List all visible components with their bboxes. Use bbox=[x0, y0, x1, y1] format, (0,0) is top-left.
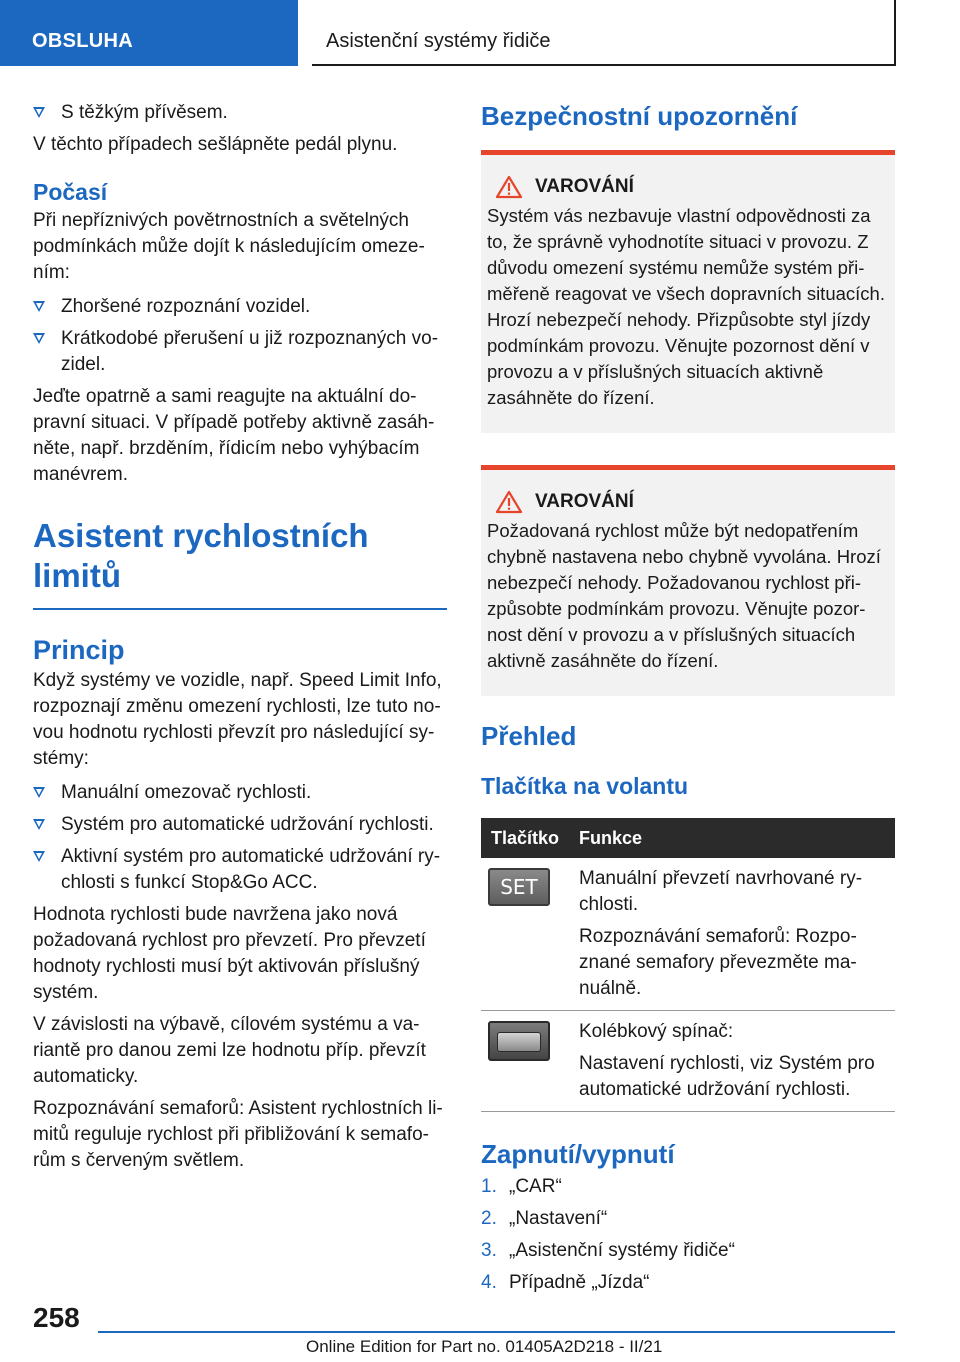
warning-text: Systém vás nezbavuje vlastní odpovědnosti za to, že správně vyhodnotíte situaci v provozu. Z důvodu omezení systému nemůže systém přiměřeně reagovat ve všech dopravních situacích. Hrozí nebezpečí nehody. Přizpůsobte styl jízdy podmínkám provozu. Věnujte pozornost dění v provozu a v příslušných situacích aktivně zasáhněte do řízení. bbox=[487, 205, 885, 408]
principle-list bbox=[33, 780, 447, 896]
edition-text: Online Edition for Part no. 01405A2D218 - II/21 bbox=[306, 1337, 663, 1356]
table-header-button: Tlačítko bbox=[481, 818, 579, 858]
steps-list bbox=[481, 1174, 895, 1296]
warning-triangle-icon bbox=[495, 175, 523, 199]
onoff-heading: Zapnutí/vypnutí bbox=[481, 1139, 675, 1169]
list-item: Systém pro automatické udržování rychlosti. bbox=[33, 812, 447, 838]
list-item: Aktivní systém pro automatické udržování rychlosti s funkcí Stop&Go ACC. bbox=[33, 844, 447, 896]
rocker-switch-icon bbox=[488, 1021, 550, 1061]
weather-text: Při nepříznivých povětrnostních a světelných podmínkách může dojít k následujícím omezením: bbox=[33, 210, 425, 283]
paragraph: Rozpoznávání semaforů: Asistent rychlostních limitů reguluje rychlost při přibližování k semaforům s červeným světlem. bbox=[33, 1098, 443, 1171]
left-column bbox=[33, 100, 447, 1174]
warning-box bbox=[481, 150, 895, 433]
table-row bbox=[481, 858, 895, 1011]
warning-text: Požadovaná rychlost může být nedopatřením chybně nastavena nebo chybně vyvolána. Hrozí nebezpečí nehody. Požadovanou rychlost přizpůsobte podmínkám provozu. Věnujte pozornost dění v provozu a v příslušných situacích aktivně zasáhněte do řízení. bbox=[487, 520, 881, 671]
principle-text: Když systémy ve vozidle, např. Speed Limit Info, rozpoznají změnu omezení rychlosti, lze tuto novou hodnotu rychlosti převzít pro následující systémy: bbox=[33, 670, 442, 769]
section-tab bbox=[0, 0, 298, 66]
buttons-table bbox=[481, 818, 895, 1112]
safety-heading: Bezpečnostní upozornění bbox=[481, 101, 798, 131]
paragraph: V závislosti na výbavě, cílovém systému a variantě pro danou zemi lze hodnotu příp. převzít automaticky. bbox=[33, 1014, 426, 1087]
list-item: Manuální omezovač rychlosti. bbox=[33, 780, 447, 806]
weather-list bbox=[33, 294, 447, 378]
triangle-bullet-icon bbox=[33, 301, 45, 312]
triangle-bullet-icon bbox=[33, 107, 45, 118]
page-number: 258 bbox=[33, 1302, 80, 1333]
triangle-bullet-icon bbox=[33, 787, 45, 798]
main-heading: Asistent rychlostních limitů bbox=[33, 516, 447, 610]
chapter-tab bbox=[312, 0, 896, 66]
weather-advice: Jeďte opatrně a sami reagujte na aktuální dopravní situaci. V případě potřeby aktivně zasáhněte, např. brzděním, řídicím nebo vyhýbacím manévrem. bbox=[33, 386, 435, 485]
table-header-function: Funkce bbox=[579, 818, 895, 858]
table-cell-text: Rozpoznávání semaforů: Rozpoznané semafory převezměte manuálně. bbox=[579, 926, 857, 999]
buttons-heading: Tlačítka na volantu bbox=[481, 773, 689, 799]
list-item: 2. „Nastavení“ bbox=[481, 1208, 608, 1229]
triangle-bullet-icon bbox=[33, 851, 45, 862]
triangle-bullet-icon bbox=[33, 819, 45, 830]
table-cell-text: Nastavení rychlosti, viz Systém pro automatické udržování rychlosti. bbox=[579, 1053, 875, 1100]
footer-divider bbox=[98, 1331, 895, 1333]
principle-heading: Princip bbox=[33, 635, 125, 665]
list-item: 4. Případně „Jízda“ bbox=[481, 1272, 650, 1293]
section-title: OBSLUHA bbox=[32, 30, 133, 52]
chapter-title: Asistenční systémy řidiče bbox=[326, 30, 551, 52]
list-item: Zhoršené rozpoznání vozidel. bbox=[33, 294, 447, 320]
list-item: S těžkým přívěsem. bbox=[33, 100, 447, 126]
list-item: 1. „CAR“ bbox=[481, 1176, 562, 1197]
table-cell-text: Kolébkový spínač: bbox=[579, 1021, 734, 1042]
weather-heading: Počasí bbox=[33, 179, 108, 205]
set-button-icon: SET bbox=[488, 868, 550, 906]
warning-title: VAROVÁNÍ bbox=[487, 490, 887, 514]
warning-box bbox=[481, 465, 895, 696]
intro-text: V těchto případech sešlápněte pedál plynu. bbox=[33, 134, 398, 155]
intro-list bbox=[33, 100, 447, 126]
paragraph: Hodnota rychlosti bude navržena jako nová požadovaná rychlost pro převzetí. Pro převzetí hodnoty rychlosti musí být aktivován příslušný systém. bbox=[33, 904, 426, 1003]
overview-heading: Přehled bbox=[481, 721, 577, 751]
triangle-bullet-icon bbox=[33, 333, 45, 344]
warning-triangle-icon bbox=[495, 490, 523, 514]
list-item: 3. „Asistenční systémy řidiče“ bbox=[481, 1240, 735, 1261]
right-column bbox=[481, 100, 895, 1302]
table-row bbox=[481, 1011, 895, 1112]
list-item: Krátkodobé přerušení u již rozpoznaných vozidel. bbox=[33, 326, 447, 378]
table-cell-text: Manuální převzetí navrhované rychlosti. bbox=[579, 868, 863, 915]
warning-title: VAROVÁNÍ bbox=[487, 175, 887, 199]
